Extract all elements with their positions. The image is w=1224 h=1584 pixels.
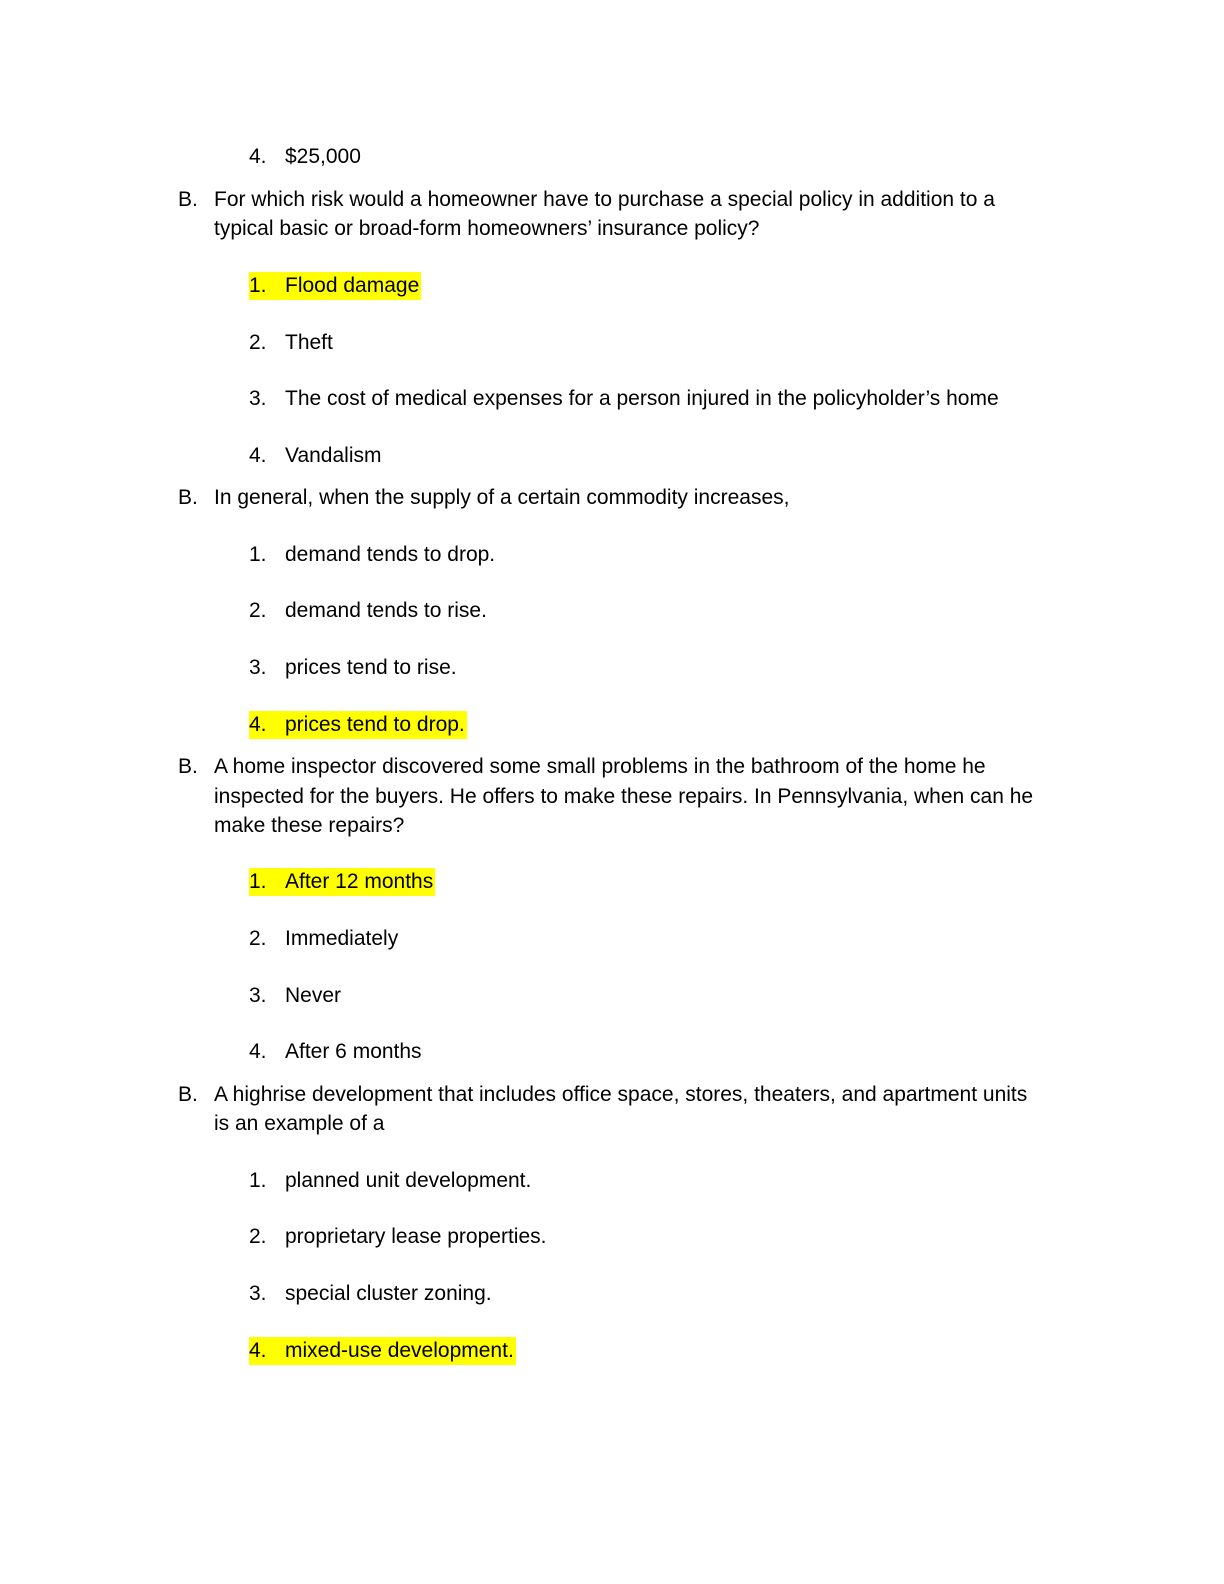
option-item bbox=[0, 385, 1224, 413]
option-text: After 6 months bbox=[285, 1040, 422, 1063]
option-item bbox=[0, 1038, 1224, 1066]
option-item bbox=[0, 597, 1224, 625]
question-letter: B. bbox=[178, 755, 198, 778]
option-text: mixed-use development. bbox=[285, 1337, 516, 1365]
question-text: In general, when the supply of a certain commodity increases, bbox=[214, 486, 790, 509]
question-text: make these repairs? bbox=[214, 814, 405, 837]
option-number: 4. bbox=[249, 1040, 267, 1063]
question-letter: B. bbox=[178, 188, 198, 211]
option-number: 1. bbox=[249, 1169, 267, 1192]
option-text: prices tend to drop. bbox=[285, 711, 467, 739]
option-item bbox=[0, 541, 1224, 569]
option-number: 1. bbox=[249, 272, 285, 300]
option-text: planned unit development. bbox=[285, 1169, 532, 1192]
question-letter: B. bbox=[178, 486, 198, 509]
option-text: After 12 months bbox=[285, 868, 435, 896]
option-number: 3. bbox=[249, 656, 267, 679]
option-number: 4. bbox=[249, 711, 285, 739]
option-number: 4. bbox=[249, 444, 267, 467]
option-text: Never bbox=[285, 984, 342, 1007]
question-letter: B. bbox=[178, 1083, 198, 1106]
option-text: The cost of medical expenses for a person injured in the policyholder’s home bbox=[285, 387, 999, 410]
option-number: 2. bbox=[249, 1225, 267, 1248]
question-text: inspected for the buyers. He offers to make these repairs. In Pennsylvania, when can he bbox=[214, 785, 1034, 808]
option-text: Flood damage bbox=[285, 272, 421, 300]
question-line bbox=[0, 484, 1224, 512]
option-number: 4. bbox=[249, 1337, 285, 1365]
option-number: 2. bbox=[249, 599, 267, 622]
question-line bbox=[0, 1081, 1224, 1109]
option-item bbox=[0, 925, 1224, 953]
option-text: Theft bbox=[285, 331, 333, 354]
option-text: Immediately bbox=[285, 927, 399, 950]
question-line bbox=[0, 812, 1224, 840]
option-number: 1. bbox=[249, 543, 267, 566]
option-item bbox=[0, 982, 1224, 1010]
question-text: A highrise development that includes office space, stores, theaters, and apartment units bbox=[214, 1083, 1028, 1106]
option-text: demand tends to rise. bbox=[285, 599, 487, 622]
option-item bbox=[0, 329, 1224, 357]
option-number: 1. bbox=[249, 868, 285, 896]
question-line bbox=[0, 753, 1224, 781]
option-number: 3. bbox=[249, 1282, 267, 1305]
option-text: proprietary lease properties. bbox=[285, 1225, 547, 1248]
option-item bbox=[0, 143, 1224, 171]
option-item bbox=[0, 1223, 1224, 1251]
question-text: A home inspector discovered some small problems in the bathroom of the home he bbox=[214, 755, 986, 778]
option-item bbox=[0, 654, 1224, 682]
option-item bbox=[0, 272, 1224, 300]
question-text: is an example of a bbox=[214, 1112, 385, 1135]
question-text: typical basic or broad-form homeowners’ insurance policy? bbox=[214, 217, 760, 240]
question-line bbox=[0, 783, 1224, 811]
option-number: 2. bbox=[249, 331, 267, 354]
option-text: prices tend to rise. bbox=[285, 656, 457, 679]
question-line bbox=[0, 186, 1224, 214]
option-text: demand tends to drop. bbox=[285, 543, 496, 566]
question-line bbox=[0, 215, 1224, 243]
option-number: 3. bbox=[249, 984, 267, 1007]
question-text: For which risk would a homeowner have to purchase a special policy in addition to a bbox=[214, 188, 995, 211]
option-item bbox=[0, 442, 1224, 470]
option-item bbox=[0, 1280, 1224, 1308]
option-number: 4. bbox=[249, 145, 267, 168]
option-item bbox=[0, 711, 1224, 739]
question-line bbox=[0, 1110, 1224, 1138]
option-text: special cluster zoning. bbox=[285, 1282, 492, 1305]
option-text: Vandalism bbox=[285, 444, 382, 467]
option-number: 3. bbox=[249, 387, 267, 410]
option-item bbox=[0, 1167, 1224, 1195]
option-item bbox=[0, 1337, 1224, 1365]
option-text: $25,000 bbox=[285, 145, 361, 168]
option-item bbox=[0, 868, 1224, 896]
option-number: 2. bbox=[249, 927, 267, 950]
